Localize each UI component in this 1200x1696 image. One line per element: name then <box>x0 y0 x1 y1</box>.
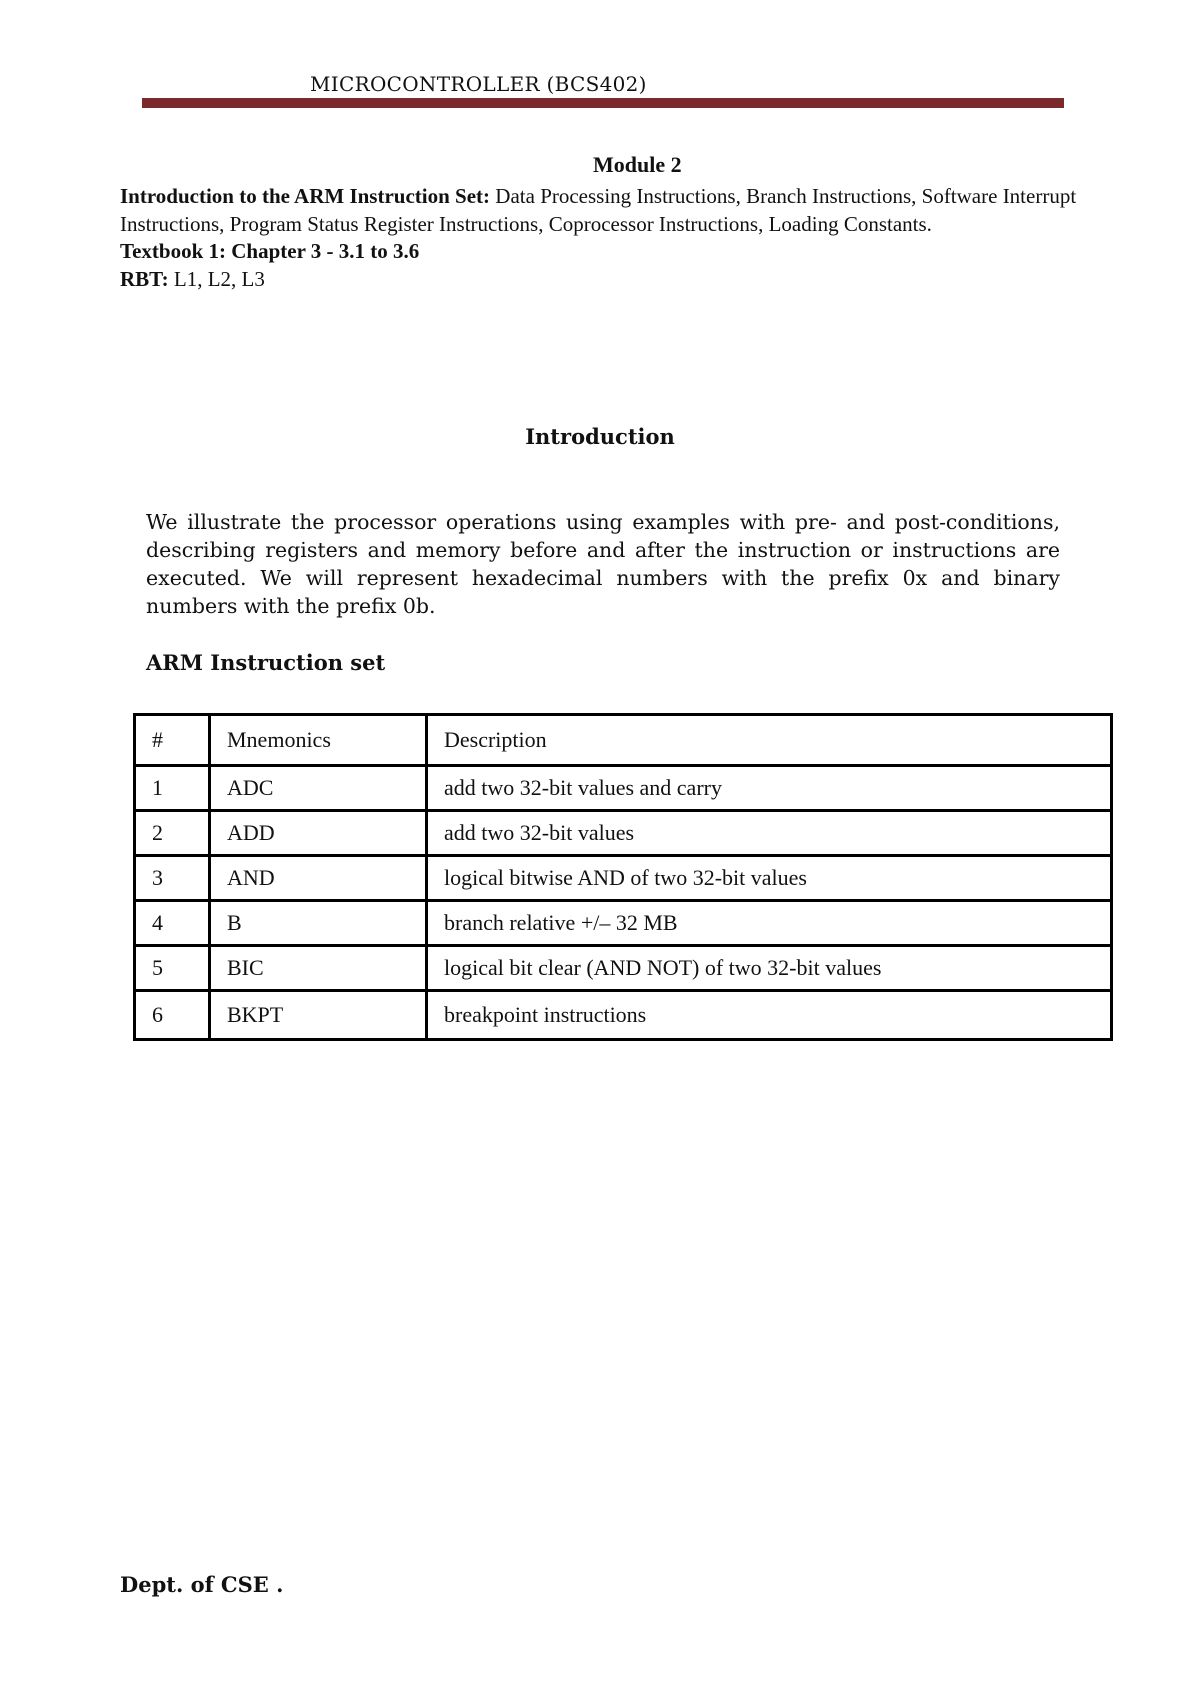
page-footer: Dept. of CSE . <box>120 1572 284 1597</box>
row-description: add two 32-bit values <box>427 811 1112 856</box>
introduction-heading: Introduction <box>525 424 675 449</box>
topics-text: Data Processing Instructions, Branch Instructions, Software Interrupt Instructions, Program Status Register Instructions, Coprocessor Instructions, Loading Constants. <box>120 184 1077 236</box>
row-mnemonic: AND <box>210 856 427 901</box>
introduction-paragraph: We illustrate the processor operations using examples with pre- and post-conditions, describing registers and memory before and after the instruction or instructions are executed. We will represent hexadecimal numbers with the prefix 0x and binary numbers with the prefix 0b. <box>146 510 1060 618</box>
row-description: add two 32-bit values and carry <box>427 766 1112 811</box>
module-syllabus <box>120 183 1080 293</box>
module-title: Module 2 <box>593 152 682 177</box>
table-row <box>135 991 1112 1040</box>
topics-line <box>120 183 1080 238</box>
row-description: logical bitwise AND of two 32-bit values <box>427 856 1112 901</box>
rbt-line <box>120 266 1080 294</box>
instruction-table <box>133 713 1113 1041</box>
row-number: 2 <box>135 811 210 856</box>
row-number: 5 <box>135 946 210 991</box>
row-number: 3 <box>135 856 210 901</box>
page-header-title: MICROCONTROLLER (BCS402) <box>310 72 647 96</box>
topics-label: Introduction to the ARM Instruction Set: <box>120 184 491 208</box>
row-number: 4 <box>135 901 210 946</box>
row-description: logical bit clear (AND NOT) of two 32-bit values <box>427 946 1112 991</box>
table-row <box>135 946 1112 991</box>
row-mnemonic: BIC <box>210 946 427 991</box>
row-mnemonic: ADC <box>210 766 427 811</box>
row-mnemonic: B <box>210 901 427 946</box>
row-description: breakpoint instructions <box>427 991 1112 1040</box>
table-row <box>135 766 1112 811</box>
column-header-mnemonics: Mnemonics <box>210 715 427 766</box>
column-header-description: Description <box>427 715 1112 766</box>
row-mnemonic: ADD <box>210 811 427 856</box>
rbt-text: L1, L2, L3 <box>168 266 265 291</box>
header-rule <box>142 98 1064 108</box>
instruction-set-heading: ARM Instruction set <box>146 650 386 675</box>
column-header-number: # <box>135 715 210 766</box>
rbt-label: RBT: <box>120 266 169 291</box>
table-row <box>135 856 1112 901</box>
textbook-line: Textbook 1: Chapter 3 - 3.1 to 3.6 <box>120 239 420 263</box>
row-description: branch relative +/– 32 MB <box>427 901 1112 946</box>
row-number: 1 <box>135 766 210 811</box>
table-header-row <box>135 715 1112 766</box>
table-row <box>135 811 1112 856</box>
table-row <box>135 901 1112 946</box>
row-mnemonic: BKPT <box>210 991 427 1040</box>
row-number: 6 <box>135 991 210 1040</box>
